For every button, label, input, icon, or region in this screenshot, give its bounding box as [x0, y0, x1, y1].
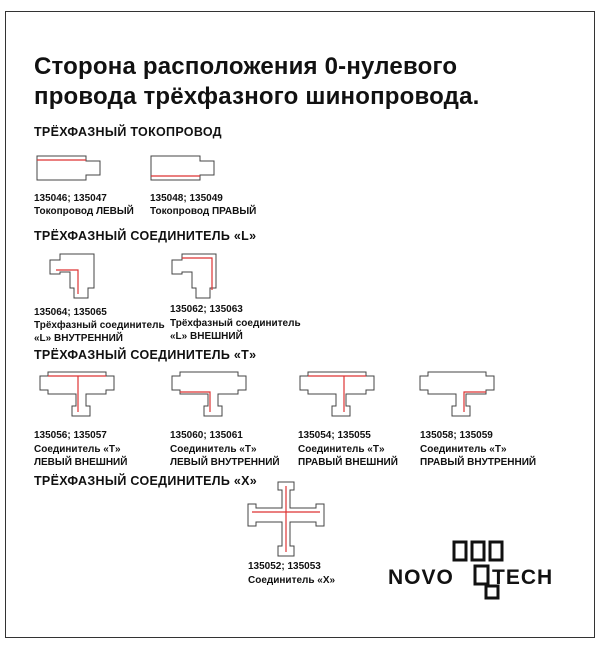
t-right-inner-diagram [418, 368, 498, 420]
track-right-codes: 135048; 135049 [150, 193, 223, 204]
t-right-inner-desc-2: ПРАВЫЙ ВНУТРЕННИЙ [420, 457, 537, 468]
t-right-outer-diagram [298, 368, 378, 420]
l-outer-desc-2: «L» ВНЕШНИЙ [170, 331, 243, 342]
section-heading-track: ТРЁХФАЗНЫЙ ТОКОПРОВОД [34, 125, 222, 139]
t-left-outer-diagram [38, 368, 118, 420]
x-connector-desc: Соединитель «Х» [248, 575, 336, 586]
title-line-1: Сторона расположения 0-нулевого [34, 53, 458, 80]
t-left-inner-desc-2: ЛЕВЫЙ ВНУТРЕННИЙ [170, 457, 280, 468]
section-heading-t-connector: ТРЁХФАЗНЫЙ СОЕДИНИТЕЛЬ «T» [34, 348, 257, 362]
l-inner-diagram [46, 252, 102, 302]
l-inner-desc-2: «L» ВНУТРЕННИЙ [34, 333, 123, 344]
page-title [34, 52, 574, 112]
track-left-diagram [36, 155, 108, 181]
section-heading-l-connector: ТРЁХФАЗНЫЙ СОЕДИНИТЕЛЬ «L» [34, 229, 257, 243]
t-right-outer-codes: 135054; 135055 [298, 430, 371, 441]
t-left-inner-desc-1: Соединитель «Т» [170, 444, 257, 455]
t-right-outer-desc-1: Соединитель «Т» [298, 444, 385, 455]
l-outer-codes: 135062; 135063 [170, 304, 243, 315]
track-right-diagram [150, 155, 222, 181]
logo-text-novo: NOVO [388, 566, 454, 589]
section-heading-x-connector: ТРЁХФАЗНЫЙ СОЕДИНИТЕЛЬ «X» [34, 474, 258, 488]
t-left-inner-codes: 135060; 135061 [170, 430, 243, 441]
novotech-logo [388, 540, 573, 600]
track-left-desc: Токопровод ЛЕВЫЙ [34, 206, 134, 217]
t-right-inner-desc-1: Соединитель «Т» [420, 444, 507, 455]
t-left-outer-codes: 135056; 135057 [34, 430, 107, 441]
x-connector-diagram [246, 480, 326, 558]
t-right-inner-codes: 135058; 135059 [420, 430, 493, 441]
l-outer-desc-1: Трёхфазный соединитель [170, 318, 301, 329]
l-outer-diagram [168, 252, 224, 302]
track-right-desc: Токопровод ПРАВЫЙ [150, 206, 257, 217]
novotech-logo-mark-icon [388, 540, 573, 600]
t-left-inner-diagram [170, 368, 250, 420]
track-left-codes: 135046; 135047 [34, 193, 107, 204]
l-inner-desc-1: Трёхфазный соединитель [34, 320, 165, 331]
t-left-outer-desc-2: ЛЕВЫЙ ВНЕШНИЙ [34, 457, 128, 468]
logo-text-tech: TECH [492, 566, 554, 589]
t-right-outer-desc-2: ПРАВЫЙ ВНЕШНИЙ [298, 457, 398, 468]
title-line-2: провода трёхфазного шинопровода. [34, 83, 480, 110]
l-inner-codes: 135064; 135065 [34, 307, 107, 318]
x-connector-codes: 135052; 135053 [248, 561, 321, 572]
t-left-outer-desc-1: Соединитель «Т» [34, 444, 121, 455]
